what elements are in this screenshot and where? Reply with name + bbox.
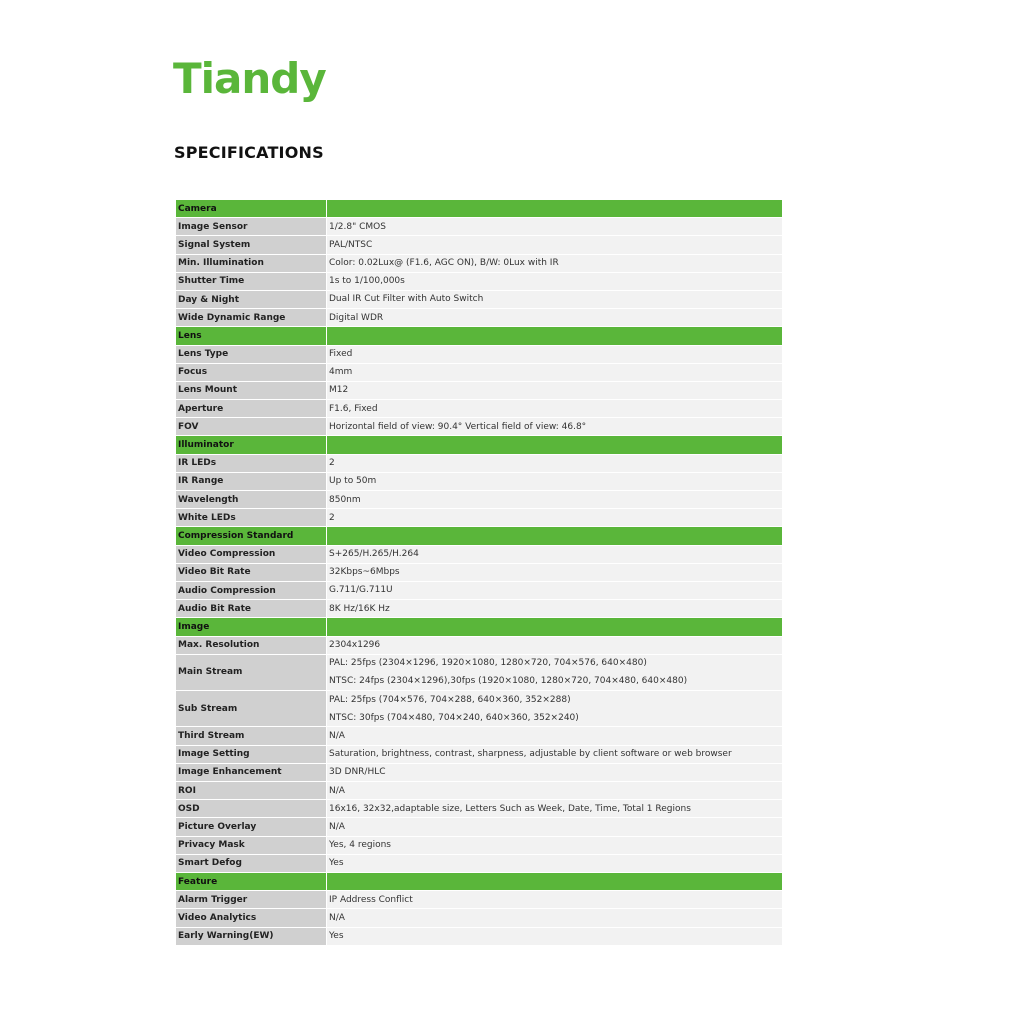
spec-row	[176, 855, 782, 873]
spec-value	[327, 582, 782, 599]
spec-row	[176, 600, 782, 618]
spec-label: FOV	[176, 418, 327, 435]
spec-value	[327, 491, 782, 508]
spec-value	[327, 818, 782, 835]
spec-label: Privacy Mask	[176, 837, 327, 854]
spec-row	[176, 818, 782, 836]
spec-value	[327, 746, 782, 763]
spec-label: Focus	[176, 364, 327, 381]
spec-value	[327, 691, 782, 726]
spec-label: Picture Overlay	[176, 818, 327, 835]
spec-label: White LEDs	[176, 509, 327, 526]
spec-value-line: M12	[329, 385, 349, 396]
spec-row	[176, 928, 782, 946]
spec-label: Min. Illumination	[176, 255, 327, 272]
spec-value-line: N/A	[329, 821, 345, 832]
spec-value-line: Digital WDR	[329, 312, 384, 323]
section-bar	[327, 618, 782, 635]
spec-row	[176, 727, 782, 745]
page-title: SPECIFICATIONS	[174, 143, 324, 162]
spec-value	[327, 400, 782, 417]
spec-value	[327, 928, 782, 945]
brand-logo: Tiandy	[173, 54, 326, 103]
spec-label: Lens Mount	[176, 382, 327, 399]
spec-row	[176, 346, 782, 364]
spec-value	[327, 255, 782, 272]
spec-label: Video Analytics	[176, 909, 327, 926]
spec-value	[327, 891, 782, 908]
spec-value	[327, 273, 782, 290]
spec-value-line: 1s to 1/100,000s	[329, 276, 405, 287]
section-header	[176, 436, 782, 454]
section-bar	[327, 436, 782, 453]
spec-value	[327, 291, 782, 308]
spec-row	[176, 509, 782, 527]
spec-label: Third Stream	[176, 727, 327, 744]
spec-row	[176, 309, 782, 327]
spec-value	[327, 509, 782, 526]
spec-row	[176, 382, 782, 400]
spec-value-line: 8K Hz/16K Hz	[329, 603, 390, 614]
spec-value	[327, 218, 782, 235]
spec-value-line: 16x16, 32x32,adaptable size, Letters Such as Week, Date, Time, Total 1 Regions	[329, 803, 691, 814]
spec-label: Alarm Trigger	[176, 891, 327, 908]
spec-value	[327, 837, 782, 854]
section-bar	[327, 527, 782, 544]
spec-label: Sub Stream	[176, 691, 327, 726]
spec-value-line: Up to 50m	[329, 476, 377, 487]
spec-value-line: 2	[329, 458, 335, 469]
section-header	[176, 618, 782, 636]
spec-value-line: PAL: 25fps (704×576, 704×288, 640×360, 352×288)	[329, 694, 571, 705]
spec-label: Wavelength	[176, 491, 327, 508]
spec-label: Audio Compression	[176, 582, 327, 599]
spec-row	[176, 837, 782, 855]
spec-value	[327, 382, 782, 399]
spec-value-line: Saturation, brightness, contrast, sharpness, adjustable by client software or web browser	[329, 749, 732, 760]
spec-label: Wide Dynamic Range	[176, 309, 327, 326]
spec-label: IR LEDs	[176, 455, 327, 472]
spec-label: Signal System	[176, 236, 327, 253]
spec-row	[176, 909, 782, 927]
spec-row	[176, 746, 782, 764]
spec-value-line: N/A	[329, 912, 345, 923]
spec-value-line: S+265/H.265/H.264	[329, 549, 419, 560]
spec-label: Shutter Time	[176, 273, 327, 290]
spec-value-line: Yes	[329, 931, 344, 942]
spec-value-line: 2304x1296	[329, 640, 381, 650]
spec-row	[176, 255, 782, 273]
spec-row	[176, 546, 782, 564]
spec-label: Day & Night	[176, 291, 327, 308]
spec-value	[327, 782, 782, 799]
spec-row	[176, 400, 782, 418]
spec-value-line: 4mm	[329, 367, 353, 378]
section-title: Camera	[176, 200, 327, 217]
spec-label: Max. Resolution	[176, 637, 327, 654]
section-header	[176, 873, 782, 891]
spec-value-line: Yes, 4 regions	[329, 840, 391, 851]
spec-row	[176, 273, 782, 291]
section-bar	[327, 200, 782, 217]
spec-row	[176, 291, 782, 309]
spec-value-line: Dual IR Cut Filter with Auto Switch	[329, 294, 484, 305]
spec-row	[176, 764, 782, 782]
spec-value	[327, 855, 782, 872]
spec-value	[327, 909, 782, 926]
spec-row	[176, 637, 782, 655]
spec-value-line: Fixed	[329, 349, 353, 359]
spec-row	[176, 891, 782, 909]
spec-label: Aperture	[176, 400, 327, 417]
spec-label: IR Range	[176, 473, 327, 490]
spec-value	[327, 418, 782, 435]
spec-row	[176, 564, 782, 582]
spec-value-line: N/A	[329, 730, 345, 741]
spec-value-line: 1/2.8" CMOS	[329, 221, 386, 232]
spec-value-line: N/A	[329, 785, 345, 796]
spec-value	[327, 637, 782, 654]
spec-value	[327, 236, 782, 253]
spec-value	[327, 346, 782, 363]
section-title: Illuminator	[176, 436, 327, 453]
spec-table	[176, 200, 782, 946]
section-header	[176, 327, 782, 345]
spec-value	[327, 564, 782, 581]
section-title: Lens	[176, 327, 327, 344]
section-title: Compression Standard	[176, 527, 327, 544]
spec-label: Main Stream	[176, 655, 327, 690]
spec-label: Video Compression	[176, 546, 327, 563]
spec-value	[327, 473, 782, 490]
spec-value	[327, 546, 782, 563]
spec-value	[327, 800, 782, 817]
spec-label: Early Warning(EW)	[176, 928, 327, 945]
section-bar	[327, 873, 782, 890]
spec-value-line: 850nm	[329, 494, 361, 505]
spec-value-line: 2	[329, 512, 335, 523]
spec-value	[327, 655, 782, 690]
spec-value-line: Horizontal field of view: 90.4° Vertical field of view: 46.8°	[329, 421, 587, 432]
spec-label: OSD	[176, 800, 327, 817]
spec-value-line: G.711/G.711U	[329, 585, 393, 596]
spec-value-line: Color: 0.02Lux@ (F1.6, AGC ON), B/W: 0Lux with IR	[329, 258, 559, 269]
spec-label: Image Sensor	[176, 218, 327, 235]
spec-value-line: NTSC: 30fps (704×480, 704×240, 640×360, 352×240)	[329, 712, 579, 723]
spec-label: Image Setting	[176, 746, 327, 763]
section-title: Feature	[176, 873, 327, 890]
spec-row	[176, 582, 782, 600]
spec-row	[176, 655, 782, 691]
spec-value	[327, 600, 782, 617]
spec-label: Smart Defog	[176, 855, 327, 872]
spec-value-line: 32Kbps~6Mbps	[329, 567, 400, 578]
spec-value	[327, 455, 782, 472]
spec-row	[176, 418, 782, 436]
section-bar	[327, 327, 782, 344]
spec-value-line: NTSC: 24fps (2304×1296),30fps (1920×1080, 1280×720, 704×480, 640×480)	[329, 676, 688, 687]
spec-row	[176, 491, 782, 509]
spec-row	[176, 218, 782, 236]
spec-row	[176, 236, 782, 254]
spec-row	[176, 691, 782, 727]
spec-label: Audio Bit Rate	[176, 600, 327, 617]
spec-value-line: Yes	[329, 858, 344, 869]
spec-value	[327, 727, 782, 744]
spec-row	[176, 800, 782, 818]
spec-label: Lens Type	[176, 346, 327, 363]
spec-row	[176, 364, 782, 382]
spec-value	[327, 309, 782, 326]
spec-value-line: 3D DNR/HLC	[329, 767, 386, 778]
spec-value	[327, 764, 782, 781]
spec-value	[327, 364, 782, 381]
spec-row	[176, 473, 782, 491]
section-header	[176, 527, 782, 545]
spec-row	[176, 455, 782, 473]
section-header	[176, 200, 782, 218]
spec-value-line: PAL/NTSC	[329, 239, 373, 250]
section-title: Image	[176, 618, 327, 635]
spec-value-line: IP Address Conflict	[329, 894, 413, 905]
spec-label: ROI	[176, 782, 327, 799]
spec-label: Image Enhancement	[176, 764, 327, 781]
spec-value-line: PAL: 25fps (2304×1296, 1920×1080, 1280×720, 704×576, 640×480)	[329, 658, 647, 669]
spec-row	[176, 782, 782, 800]
spec-value-line: F1.6, Fixed	[329, 403, 378, 414]
spec-label: Video Bit Rate	[176, 564, 327, 581]
